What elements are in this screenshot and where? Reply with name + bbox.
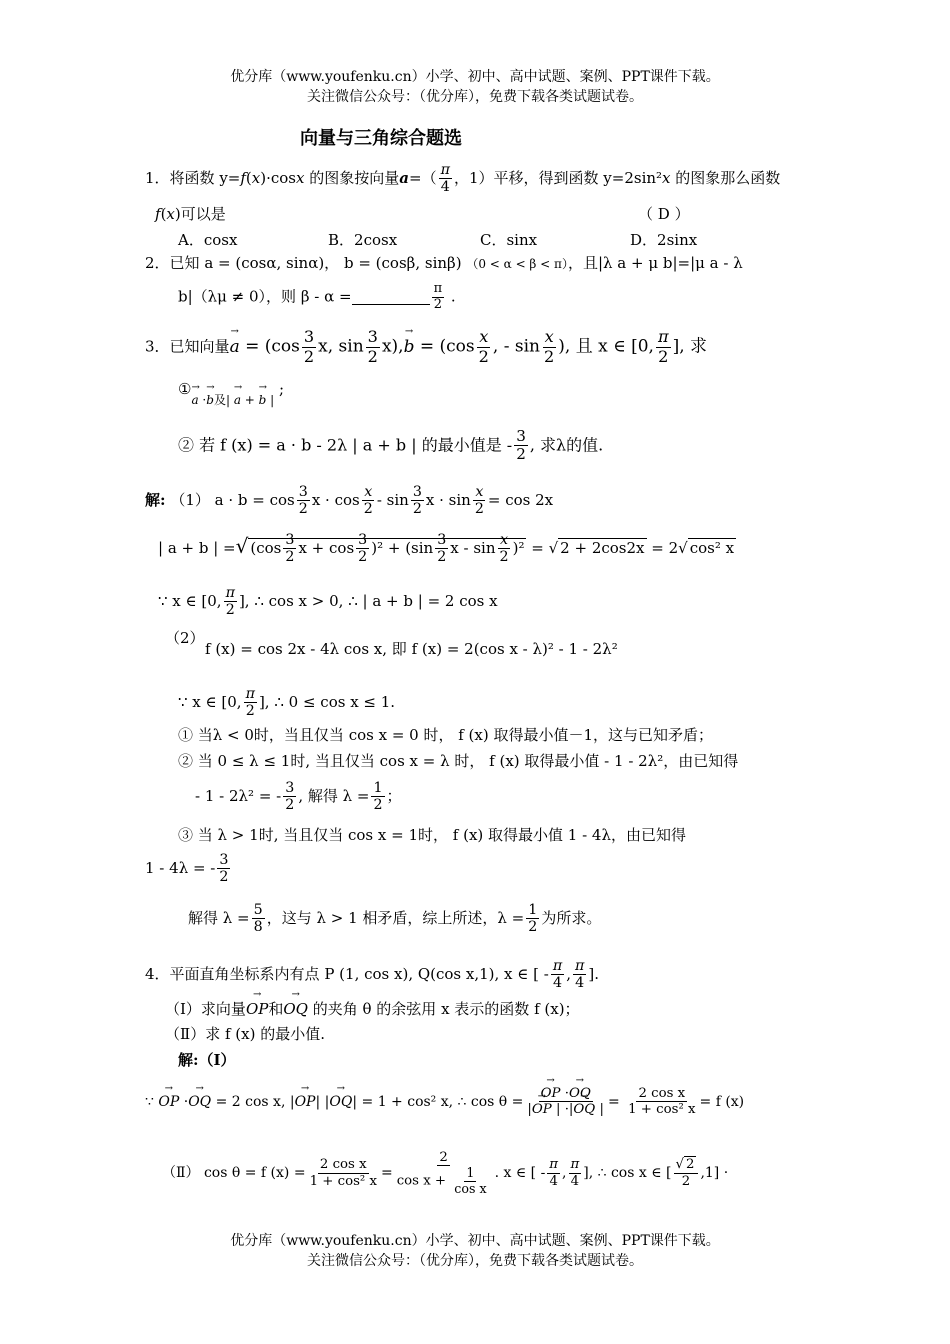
- sol-case-2: ② 当 0 ≤ λ ≤ 1时, 当且仅当 cos x = λ 时， f (x) 取得最小值 - 1 - 2λ²，由已知得: [178, 752, 739, 770]
- q4-solution-label: 解:（Ⅰ）: [178, 1051, 236, 1069]
- sol-line-2: | a + b | =√ (cos $\frac{3}{2}$ x + cos $\frac{3}{2}$ )² + (sin $\frac{3}{2}$ x - sin $\frac{x}{2}$ )² = √ 2 + 2cos2x = 2√ cos² x: [158, 532, 735, 566]
- sol-case-3: ③ 当 λ > 1时, 当且仅当 cos x = 1时， f (x) 取得最小值 1 - 4λ，由已知得: [178, 826, 686, 844]
- q1-option-c: C．sinx: [480, 231, 538, 249]
- sol-line-1: 解: （1） a · b = cos $\frac{3}{2}$ x · cos $\frac{x}{2}$ - sin $\frac{3}{2}$ x · sin $\frac{x}{2}$ = cos 2x: [145, 484, 554, 518]
- header-line-2: 关注微信公众号：（优分库），免费下载各类试题试卷。: [307, 89, 643, 105]
- sol-line-3: ∵ x ∈ [0, $\frac{\pi}{2}$ ], ∴ cos x > 0, ∴ | a + b | = 2 cos x: [158, 585, 498, 619]
- q2-line1: 2．已知 a = (cosα, sinα)， b = (cosβ, sinβ) （0 < α < β < π），且|λ a + μ b|=|μ a - λ: [145, 254, 743, 272]
- sol-conclusion: 解得 λ = $\frac{5}{8}$ ，这与 λ > 1 相矛盾，综上所述，λ = $\frac{1}{2}$ 为所求。: [188, 902, 602, 936]
- q1-line1: 1．将函数 y=f(x)·cosx 的图象按向量a=（ $\frac{\pi}{4}$ ，1）平移，得到函数 y=2sin²x 的图象那么函数: [145, 162, 781, 196]
- sol-case-1: ① 当λ < 0时，当且仅当 cos x = 0 时， f (x) 取得最小值－1，这与已知矛盾；: [178, 726, 714, 744]
- q1-answer: （ D ）: [638, 205, 690, 223]
- q2-line2: b|（λμ ≠ 0），则 β - α = $\frac{\pi}{2}$ .: [178, 281, 456, 312]
- footer-line-2: 关注微信公众号：（优分库），免费下载各类试题试卷。: [307, 1253, 643, 1269]
- q1-line2: f(x)可以是: [155, 205, 226, 223]
- q3-part2: ② 若 f (x) = a · b - 2λ | a + b | 的最小值是 - $\frac{3}{2}$ , 求λ的值.: [178, 427, 604, 464]
- q3-part1: ①→ $_{a \cdot\to b及| \to a + \to b |}$ ;: [178, 380, 284, 398]
- q4-part1: （Ⅰ）求向量→ OP和→ OQ 的夹角 θ 的余弦用 x 表示的函数 f (x)；: [165, 998, 580, 1019]
- sol-part2-label: （2）: [165, 629, 205, 647]
- sol-case-3b: 1 - 4λ = - $\frac{3}{2}$: [145, 852, 229, 886]
- header-line-1: 优分库（www.youfenku.cn）小学、初中、高中试题、案例、PPT课件下载。: [230, 69, 720, 85]
- footer-line-1: 优分库（www.youfenku.cn）小学、初中、高中试题、案例、PPT课件下载。: [230, 1233, 720, 1249]
- q4-part2: （Ⅱ）求 f (x) 的最小值.: [165, 1025, 325, 1043]
- q1-option-a: A．cosx: [178, 231, 238, 249]
- q4-solution-line-1: ∵ → OP ·→ OQ = 2 cos x, |→ OP| |→ OQ| = 1 + cos² x, ∴ cos θ = → $\frac{OP \cdot\to OQ}{|\to OP | \cdot|\to OQ |}$ = $\frac{\text{2 cos x}}{\text{1 + cos² x}}$ = f (x): [145, 1086, 744, 1118]
- sol-case-2b: - 1 - 2λ² = - $\frac{3}{2}$ , 解得 λ = $\frac{1}{2}$ ；: [195, 780, 402, 814]
- q4-stem: 4．平面直角坐标系内有点 P (1, cos x), Q(cos x,1), x ∈ [ - $\frac{\pi}{4}$ , $\frac{\pi}{4}$ ].: [145, 958, 600, 992]
- sol-line-4: f (x) = cos 2x - 4λ cos x, 即 f (x) = 2(cos x - λ)² - 1 - 2λ²: [205, 640, 618, 658]
- page-title: 向量与三角综合题选: [300, 128, 462, 149]
- q1-option-b: B．2cosx: [328, 231, 398, 249]
- sol-line-5: ∵ x ∈ [0, $\frac{\pi}{2}$ ], ∴ 0 ≤ cos x ≤ 1.: [178, 686, 396, 720]
- q3-stem: 3．已知向量→ a = (cos $\frac{3}{2}$ x, sin $\frac{3}{2}$ x),→ b = (cos $\frac{x}{2}$ , - sin $\frac{x}{2}$ ), 且 x ∈ [0, $\frac{\pi}{2}$ ], 求: [145, 328, 707, 366]
- q2-answer-blank: [352, 290, 430, 305]
- q4-solution-line-2: （Ⅱ） cos θ = f (x) = $\frac{\text{2 cos x}}{\text{1 + cos² x}}$ = 2 cos x + $\frac{1}{\text{cos x}}$ . x ∈ [ - $\frac{\pi}{4}$ , $\frac{\pi}{4}$ ], ∴ cos x ∈ [ $\frac{√ 2}{2}$ ,1] ·: [162, 1150, 729, 1196]
- q1-option-d: D．2sinx: [630, 231, 698, 249]
